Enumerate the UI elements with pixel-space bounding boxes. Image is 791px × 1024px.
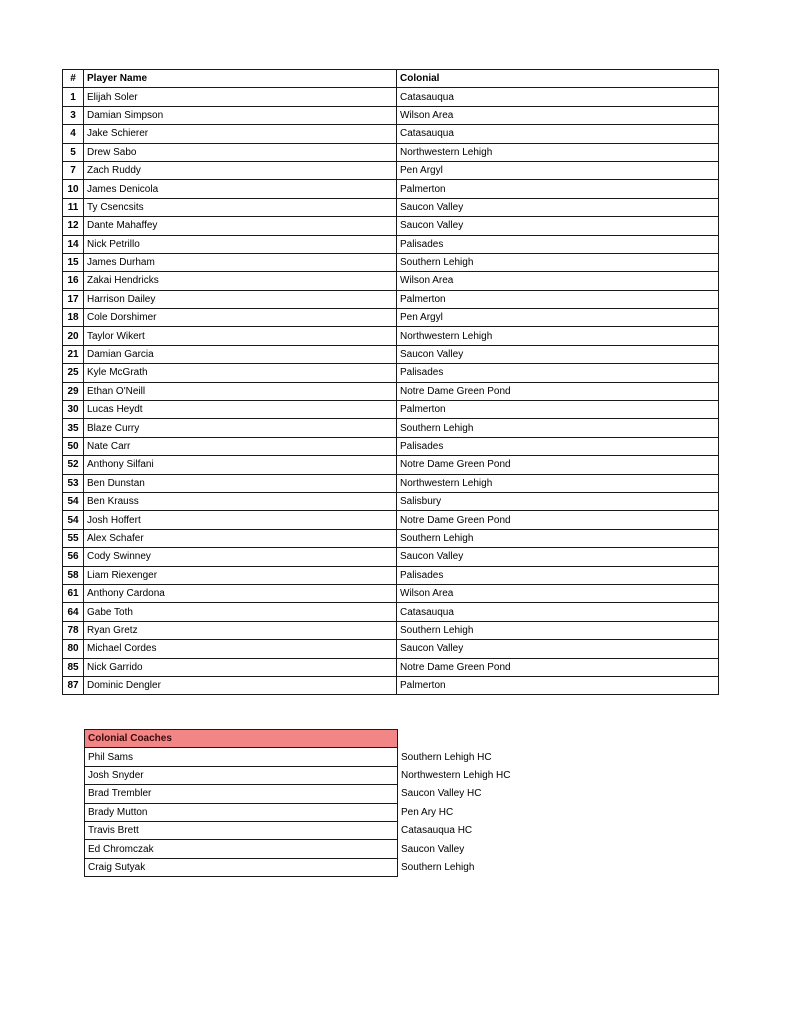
table-row	[63, 566, 719, 584]
table-header-row	[63, 70, 719, 88]
coach-row	[85, 840, 720, 858]
player-name: Nick Garrido	[84, 658, 397, 676]
player-name: James Denicola	[84, 180, 397, 198]
coach-name: Brady Mutton	[85, 803, 398, 821]
player-number: 15	[63, 253, 84, 271]
player-colonial: Saucon Valley	[397, 345, 719, 363]
table-row	[63, 437, 719, 455]
coach-row	[85, 821, 720, 839]
table-row	[63, 548, 719, 566]
table-row	[63, 676, 719, 694]
player-name: Ty Csencsits	[84, 198, 397, 216]
player-number: 16	[63, 272, 84, 290]
player-name: Taylor Wikert	[84, 327, 397, 345]
table-row	[63, 621, 719, 639]
player-colonial: Southern Lehigh	[397, 253, 719, 271]
coaches-header: Colonial Coaches	[85, 730, 398, 748]
coach-row	[85, 803, 720, 821]
player-number: 7	[63, 161, 84, 179]
player-colonial: Palmerton	[397, 290, 719, 308]
player-colonial: Northwestern Lehigh	[397, 474, 719, 492]
player-name: Jake Schierer	[84, 125, 397, 143]
player-colonial: Catasauqua	[397, 125, 719, 143]
table-row	[63, 492, 719, 510]
player-name: Lucas Heydt	[84, 401, 397, 419]
coach-team: Southern Lehigh	[398, 858, 720, 876]
table-row	[63, 603, 719, 621]
player-name: Harrison Dailey	[84, 290, 397, 308]
player-colonial: Palisades	[397, 235, 719, 253]
table-row	[63, 290, 719, 308]
table-row	[63, 217, 719, 235]
player-roster-table	[62, 69, 719, 695]
player-colonial: Northwestern Lehigh	[397, 327, 719, 345]
player-number: 58	[63, 566, 84, 584]
table-row	[63, 382, 719, 400]
player-name: Damian Garcia	[84, 345, 397, 363]
player-number: 80	[63, 640, 84, 658]
player-number: 85	[63, 658, 84, 676]
coach-team: Catasauqua HC	[398, 821, 720, 839]
player-number: 30	[63, 401, 84, 419]
player-name: Alex Schafer	[84, 529, 397, 547]
coach-team: Northwestern Lehigh HC	[398, 766, 720, 784]
player-name: Zach Ruddy	[84, 161, 397, 179]
player-colonial: Notre Dame Green Pond	[397, 658, 719, 676]
player-number: 20	[63, 327, 84, 345]
coaches-header-empty	[398, 730, 720, 748]
coach-name: Josh Snyder	[85, 766, 398, 784]
table-row	[63, 143, 719, 161]
player-number: 64	[63, 603, 84, 621]
player-name: Anthony Silfani	[84, 456, 397, 474]
player-number: 17	[63, 290, 84, 308]
table-row	[63, 474, 719, 492]
table-row	[63, 529, 719, 547]
table-row	[63, 88, 719, 106]
player-number: 56	[63, 548, 84, 566]
coach-row	[85, 858, 720, 876]
table-row	[63, 272, 719, 290]
player-number: 10	[63, 180, 84, 198]
table-row	[63, 511, 719, 529]
player-number: 52	[63, 456, 84, 474]
player-name: Dante Mahaffey	[84, 217, 397, 235]
player-name: Michael Cordes	[84, 640, 397, 658]
player-number: 35	[63, 419, 84, 437]
player-colonial: Southern Lehigh	[397, 419, 719, 437]
player-colonial: Catasauqua	[397, 88, 719, 106]
player-number: 14	[63, 235, 84, 253]
table-row	[63, 584, 719, 602]
table-row	[63, 364, 719, 382]
player-colonial: Palmerton	[397, 401, 719, 419]
player-number: 21	[63, 345, 84, 363]
player-name: Liam Riexenger	[84, 566, 397, 584]
player-name: Kyle McGrath	[84, 364, 397, 382]
player-name: Ben Dunstan	[84, 474, 397, 492]
header-colonial: Colonial	[397, 70, 719, 88]
player-name: Anthony Cardona	[84, 584, 397, 602]
coach-team: Saucon Valley HC	[398, 785, 720, 803]
player-name: Drew Sabo	[84, 143, 397, 161]
player-name: Nate Carr	[84, 437, 397, 455]
player-number: 54	[63, 492, 84, 510]
player-name: Ryan Gretz	[84, 621, 397, 639]
player-colonial: Salisbury	[397, 492, 719, 510]
coach-team: Southern Lehigh HC	[398, 748, 720, 766]
player-colonial: Saucon Valley	[397, 548, 719, 566]
player-colonial: Wilson Area	[397, 106, 719, 124]
player-number: 53	[63, 474, 84, 492]
player-name: Damian Simpson	[84, 106, 397, 124]
player-colonial: Pen Argyl	[397, 309, 719, 327]
player-number: 18	[63, 309, 84, 327]
coach-row	[85, 766, 720, 784]
table-row	[63, 456, 719, 474]
player-number: 12	[63, 217, 84, 235]
player-colonial: Palisades	[397, 364, 719, 382]
coach-name: Travis Brett	[85, 821, 398, 839]
player-colonial: Saucon Valley	[397, 198, 719, 216]
player-name: Elijah Soler	[84, 88, 397, 106]
player-colonial: Northwestern Lehigh	[397, 143, 719, 161]
player-colonial: Southern Lehigh	[397, 529, 719, 547]
player-number: 25	[63, 364, 84, 382]
coaches-header-row	[85, 730, 720, 748]
player-name: Zakai Hendricks	[84, 272, 397, 290]
player-number: 1	[63, 88, 84, 106]
player-colonial: Palisades	[397, 566, 719, 584]
table-row	[63, 253, 719, 271]
player-colonial: Pen Argyl	[397, 161, 719, 179]
table-row	[63, 640, 719, 658]
table-row	[63, 125, 719, 143]
player-name: Gabe Toth	[84, 603, 397, 621]
player-number: 87	[63, 676, 84, 694]
table-row	[63, 401, 719, 419]
table-row	[63, 419, 719, 437]
header-number: #	[63, 70, 84, 88]
coach-name: Brad Trembler	[85, 785, 398, 803]
player-colonial: Notre Dame Green Pond	[397, 456, 719, 474]
player-colonial: Southern Lehigh	[397, 621, 719, 639]
player-colonial: Saucon Valley	[397, 640, 719, 658]
coach-team: Saucon Valley	[398, 840, 720, 858]
coach-row	[85, 748, 720, 766]
player-colonial: Palmerton	[397, 676, 719, 694]
player-number: 11	[63, 198, 84, 216]
player-colonial: Catasauqua	[397, 603, 719, 621]
coach-team: Pen Ary HC	[398, 803, 720, 821]
coaches-table	[84, 729, 719, 877]
header-player-name: Player Name	[84, 70, 397, 88]
player-name: Ben Krauss	[84, 492, 397, 510]
table-row	[63, 345, 719, 363]
player-number: 5	[63, 143, 84, 161]
coach-name: Phil Sams	[85, 748, 398, 766]
player-number: 3	[63, 106, 84, 124]
player-colonial: Palisades	[397, 437, 719, 455]
table-row	[63, 309, 719, 327]
player-number: 61	[63, 584, 84, 602]
coach-name: Craig Sutyak	[85, 858, 398, 876]
table-row	[63, 106, 719, 124]
player-colonial: Wilson Area	[397, 272, 719, 290]
table-row	[63, 180, 719, 198]
player-number: 55	[63, 529, 84, 547]
player-name: Cole Dorshimer	[84, 309, 397, 327]
player-name: Dominic Dengler	[84, 676, 397, 694]
player-colonial: Saucon Valley	[397, 217, 719, 235]
player-name: Nick Petrillo	[84, 235, 397, 253]
player-colonial: Wilson Area	[397, 584, 719, 602]
player-colonial: Notre Dame Green Pond	[397, 511, 719, 529]
player-colonial: Palmerton	[397, 180, 719, 198]
player-number: 78	[63, 621, 84, 639]
table-row	[63, 198, 719, 216]
player-colonial: Notre Dame Green Pond	[397, 382, 719, 400]
player-number: 54	[63, 511, 84, 529]
player-number: 50	[63, 437, 84, 455]
coach-row	[85, 785, 720, 803]
table-row	[63, 235, 719, 253]
player-name: Josh Hoffert	[84, 511, 397, 529]
player-name: Ethan O'Neill	[84, 382, 397, 400]
player-number: 29	[63, 382, 84, 400]
player-name: James Durham	[84, 253, 397, 271]
table-row	[63, 658, 719, 676]
player-name: Cody Swinney	[84, 548, 397, 566]
player-number: 4	[63, 125, 84, 143]
player-name: Blaze Curry	[84, 419, 397, 437]
table-row	[63, 161, 719, 179]
coach-name: Ed Chromczak	[85, 840, 398, 858]
table-row	[63, 327, 719, 345]
